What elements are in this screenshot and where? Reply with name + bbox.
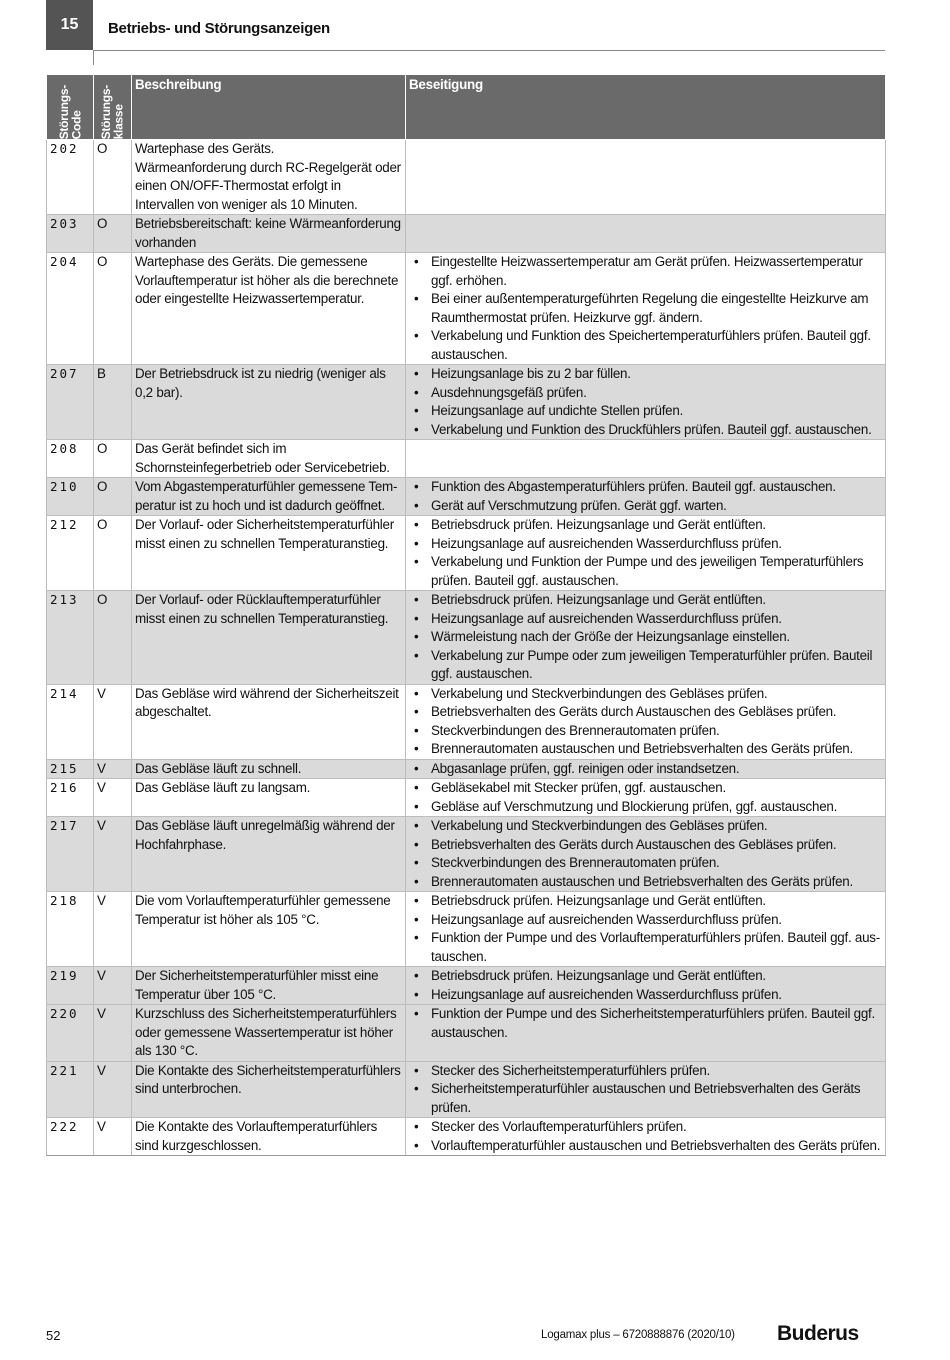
fault-code: 220 — [47, 1005, 94, 1062]
remedy-item: • Funktion der Pumpe und des Sicherheitstemperaturfühlers prüfen. Bauteil ggf. austauschen. — [409, 1005, 882, 1042]
fault-class: V — [94, 779, 132, 817]
remedy-item: • Stecker des Sicherheitstemperaturfühlers prüfen. — [409, 1062, 882, 1081]
fault-remedy — [406, 253, 886, 365]
remedy-item: • Heizungsanlage auf undichte Stellen prüfen. — [409, 402, 882, 421]
fault-code: 216 — [47, 779, 94, 817]
fault-code: 215 — [47, 759, 94, 779]
table-row — [47, 591, 886, 685]
table-row — [47, 967, 886, 1005]
fault-class: O — [94, 440, 132, 478]
table-row — [47, 516, 886, 591]
table-row — [47, 892, 886, 967]
fault-description: Das Gerät befindet sich im Schornsteinfegerbetrieb oder Servicebetrieb. — [132, 440, 406, 478]
fault-class: V — [94, 684, 132, 759]
fault-class: V — [94, 1005, 132, 1062]
table-row — [47, 478, 886, 516]
fault-class: V — [94, 759, 132, 779]
fault-remedy — [406, 817, 886, 892]
table-row — [47, 1061, 886, 1118]
column-header-code: Störungs- Code — [47, 75, 94, 140]
fault-code: 203 — [47, 215, 94, 253]
column-header-fix: Beseitigung — [406, 75, 886, 140]
remedy-list — [409, 760, 882, 779]
fault-code: 208 — [47, 440, 94, 478]
table-row — [47, 759, 886, 779]
header-rule — [93, 50, 885, 51]
fault-code: 222 — [47, 1118, 94, 1156]
remedy-item: • Heizungsanlage auf ausreichenden Wasserdurchfluss prüfen. — [409, 535, 882, 554]
fault-code: 217 — [47, 817, 94, 892]
remedy-item: • Gebläsekabel mit Stecker prüfen, ggf. austauschen. — [409, 779, 882, 798]
remedy-item: • Verkabelung und Funktion des Druckfühlers prüfen. Bauteil ggf. austauschen. — [409, 421, 882, 440]
fault-remedy — [406, 684, 886, 759]
remedy-list — [409, 685, 882, 759]
remedy-item: • Verkabelung und Funktion des Speichertemperaturfühlers prüfen. Bauteil ggf. austauschen. — [409, 327, 882, 364]
section-number: 15 — [46, 0, 93, 50]
fault-remedy — [406, 892, 886, 967]
brand-logo: Buderus — [777, 1322, 859, 1345]
table-body — [47, 140, 886, 1156]
table-row — [47, 1118, 886, 1156]
remedy-list — [409, 516, 882, 590]
remedy-item: • Steckverbindungen des Brennerautomaten prüfen. — [409, 722, 882, 741]
fault-class: V — [94, 1061, 132, 1118]
remedy-item: • Betriebsverhalten des Geräts durch Austauschen des Gebläses prüfen. — [409, 836, 882, 855]
fault-description: Der Vorlauf- oder Rücklauftemperaturfühler misst einen zu schnellen Temperaturanstieg. — [132, 591, 406, 685]
table-row — [47, 817, 886, 892]
fault-code: 221 — [47, 1061, 94, 1118]
fault-class: V — [94, 967, 132, 1005]
fault-remedy — [406, 1005, 886, 1062]
fault-description: Das Gebläse wird während der Sicherheitszeit abgeschaltet. — [132, 684, 406, 759]
remedy-item: • Heizungsanlage auf ausreichenden Wasserdurchfluss prüfen. — [409, 911, 882, 930]
table-row — [47, 215, 886, 253]
column-header-description: Beschreibung — [132, 75, 406, 140]
remedy-item: • Brennerautomaten austauschen und Betriebsverhalten des Geräts prüfen. — [409, 873, 882, 892]
remedy-item: • Vorlauftemperaturfühler austauschen und Betriebsverhalten des Geräts prüfen. — [409, 1137, 882, 1156]
remedy-item: • Verkabelung und Funktion der Pumpe und des jeweiligen Temperaturfühlers prüfen. Bauteil ggf. austauschen. — [409, 553, 882, 590]
fault-description: Das Gebläse läuft unregelmäßig während der Hochfahrphase. — [132, 817, 406, 892]
table-row — [47, 140, 886, 215]
remedy-item: • Betriebsdruck prüfen. Heizungsanlage und Gerät entlüften. — [409, 591, 882, 610]
fault-code: 210 — [47, 478, 94, 516]
fault-code: 218 — [47, 892, 94, 967]
section-title: Betriebs- und Störungsanzeigen — [108, 20, 330, 37]
fault-class: V — [94, 817, 132, 892]
fault-code-table — [46, 74, 886, 1156]
fault-remedy — [406, 215, 886, 253]
remedy-item: • Bei einer außentemperaturgeführten Regelung die eingestellte Heizkurve am Raumthermostat prüfen. Heizkurve ggf. ändern. — [409, 290, 882, 327]
fault-code: 204 — [47, 253, 94, 365]
header-tick — [93, 50, 94, 65]
fault-remedy — [406, 1061, 886, 1118]
table-row — [47, 253, 886, 365]
remedy-list — [409, 967, 882, 1004]
column-header-class: Störungs- klasse — [94, 75, 132, 140]
fault-code: 207 — [47, 365, 94, 440]
fault-class: O — [94, 215, 132, 253]
fault-remedy — [406, 365, 886, 440]
fault-code: 213 — [47, 591, 94, 685]
table-row — [47, 684, 886, 759]
remedy-item: • Ausdehnungsgefäß prüfen. — [409, 384, 882, 403]
fault-description: Die vom Vorlauftemperaturfühler gemessene Temperatur ist höher als 105 °C. — [132, 892, 406, 967]
fault-description: Vom Abgastemperaturfühler gemessene Temperatur ist zu hoch und ist dadurch geöffnet. — [132, 478, 406, 516]
remedy-item: • Betriebsdruck prüfen. Heizungsanlage und Gerät entlüften. — [409, 967, 882, 986]
fault-remedy — [406, 759, 886, 779]
remedy-list — [409, 1062, 882, 1118]
remedy-list — [409, 591, 882, 684]
fault-remedy — [406, 591, 886, 685]
remedy-item: • Betriebsdruck prüfen. Heizungsanlage und Gerät entlüften. — [409, 892, 882, 911]
remedy-item: • Gebläse auf Verschmutzung und Blockierung prüfen, ggf. austauschen. — [409, 798, 882, 817]
remedy-item: • Heizungsanlage auf ausreichenden Wasserdurchfluss prüfen. — [409, 986, 882, 1005]
fault-description: Die Kontakte des Sicherheitstemperaturfühlers sind unterbrochen. — [132, 1061, 406, 1118]
fault-remedy — [406, 779, 886, 817]
remedy-item: • Betriebsverhalten des Geräts durch Austauschen des Gebläses prüfen. — [409, 703, 882, 722]
fault-remedy — [406, 1118, 886, 1156]
remedy-list — [409, 892, 882, 966]
remedy-list — [409, 779, 882, 816]
fault-class: B — [94, 365, 132, 440]
remedy-list — [409, 1118, 882, 1155]
remedy-item: • Abgasanlage prüfen, ggf. reinigen oder instandsetzen. — [409, 760, 882, 779]
fault-class: V — [94, 892, 132, 967]
fault-class: V — [94, 1118, 132, 1156]
fault-description: Die Kontakte des Vorlauftemperaturfühlers sind kurzgeschlossen. — [132, 1118, 406, 1156]
fault-remedy — [406, 140, 886, 215]
remedy-item: • Sicherheitstemperaturfühler austauschen und Betriebsverhalten des Geräts prüfen. — [409, 1080, 882, 1117]
fault-remedy — [406, 440, 886, 478]
fault-class: O — [94, 516, 132, 591]
remedy-item: • Betriebsdruck prüfen. Heizungsanlage und Gerät entlüften. — [409, 516, 882, 535]
table-row — [47, 779, 886, 817]
remedy-item: • Stecker des Vorlauftemperaturfühlers prüfen. — [409, 1118, 882, 1137]
document-reference: Logamax plus – 6720888876 (2020/10) — [541, 1329, 735, 1341]
fault-description: Kurzschluss des Sicherheitstemperaturfühlers oder gemessene Wassertemperatur ist höher als 130 °C. — [132, 1005, 406, 1062]
remedy-item: • Wärmeleistung nach der Größe der Heizungsanlage einstellen. — [409, 628, 882, 647]
remedy-item: • Funktion des Abgastemperaturfühlers prüfen. Bauteil ggf. austauschen. — [409, 478, 882, 497]
remedy-item: • Verkabelung zur Pumpe oder zum jeweiligen Temperaturfühler prüfen. Bauteil ggf. austauschen. — [409, 647, 882, 684]
fault-description: Der Vorlauf- oder Sicherheitstemperaturfühler misst einen zu schnellen Temperaturanstieg. — [132, 516, 406, 591]
table-row — [47, 365, 886, 440]
fault-class: O — [94, 591, 132, 685]
remedy-item: • Brennerautomaten austauschen und Betriebsverhalten des Geräts prüfen. — [409, 740, 882, 759]
remedy-item: • Eingestellte Heizwassertemperatur am Gerät prüfen. Heizwassertemperatur ggf. erhöhen. — [409, 253, 882, 290]
fault-description: Wartephase des Geräts. Die gemessene Vorlauftemperatur ist höher als die berechnete oder eingestellte Heizwassertemperatur. — [132, 253, 406, 365]
fault-code: 214 — [47, 684, 94, 759]
fault-class: O — [94, 478, 132, 516]
remedy-list — [409, 365, 882, 439]
table-header-row — [47, 75, 886, 140]
page-number: 52 — [46, 1328, 61, 1343]
table-row — [47, 1005, 886, 1062]
fault-description: Das Gebläse läuft zu langsam. — [132, 779, 406, 817]
remedy-item: • Verkabelung und Steckverbindungen des Gebläses prüfen. — [409, 817, 882, 836]
fault-code: 212 — [47, 516, 94, 591]
remedy-item: • Steckverbindungen des Brennerautomaten prüfen. — [409, 854, 882, 873]
remedy-item: • Heizungsanlage bis zu 2 bar füllen. — [409, 365, 882, 384]
remedy-list — [409, 817, 882, 891]
fault-description: Wartephase des Geräts. Wärmeanforderung durch RC-Regelgerät oder einen ON/OFF-Thermostat erfolgt in Intervallen von weniger als 10 Minuten. — [132, 140, 406, 215]
fault-class: O — [94, 253, 132, 365]
remedy-item: • Gerät auf Verschmutzung prüfen. Gerät ggf. warten. — [409, 497, 882, 516]
fault-description: Der Betriebsdruck ist zu niedrig (weniger als 0,2 bar). — [132, 365, 406, 440]
remedy-list — [409, 1005, 882, 1042]
fault-remedy — [406, 967, 886, 1005]
fault-remedy — [406, 478, 886, 516]
fault-description: Das Gebläse läuft zu schnell. — [132, 759, 406, 779]
fault-description: Der Sicherheitstemperaturfühler misst eine Temperatur über 105 °C. — [132, 967, 406, 1005]
fault-description: Betriebsbereitschaft: keine Wärmeanforderung vorhanden — [132, 215, 406, 253]
fault-class: O — [94, 140, 132, 215]
remedy-list — [409, 253, 882, 364]
remedy-item: • Verkabelung und Steckverbindungen des Gebläses prüfen. — [409, 685, 882, 704]
remedy-item: • Heizungsanlage auf ausreichenden Wasserdurchfluss prüfen. — [409, 610, 882, 629]
table-row — [47, 440, 886, 478]
remedy-item: • Funktion der Pumpe und des Vorlauftemperaturfühlers prüfen. Bauteil ggf. austauschen. — [409, 929, 882, 966]
fault-code: 202 — [47, 140, 94, 215]
fault-code: 219 — [47, 967, 94, 1005]
fault-remedy — [406, 516, 886, 591]
remedy-list — [409, 478, 882, 515]
